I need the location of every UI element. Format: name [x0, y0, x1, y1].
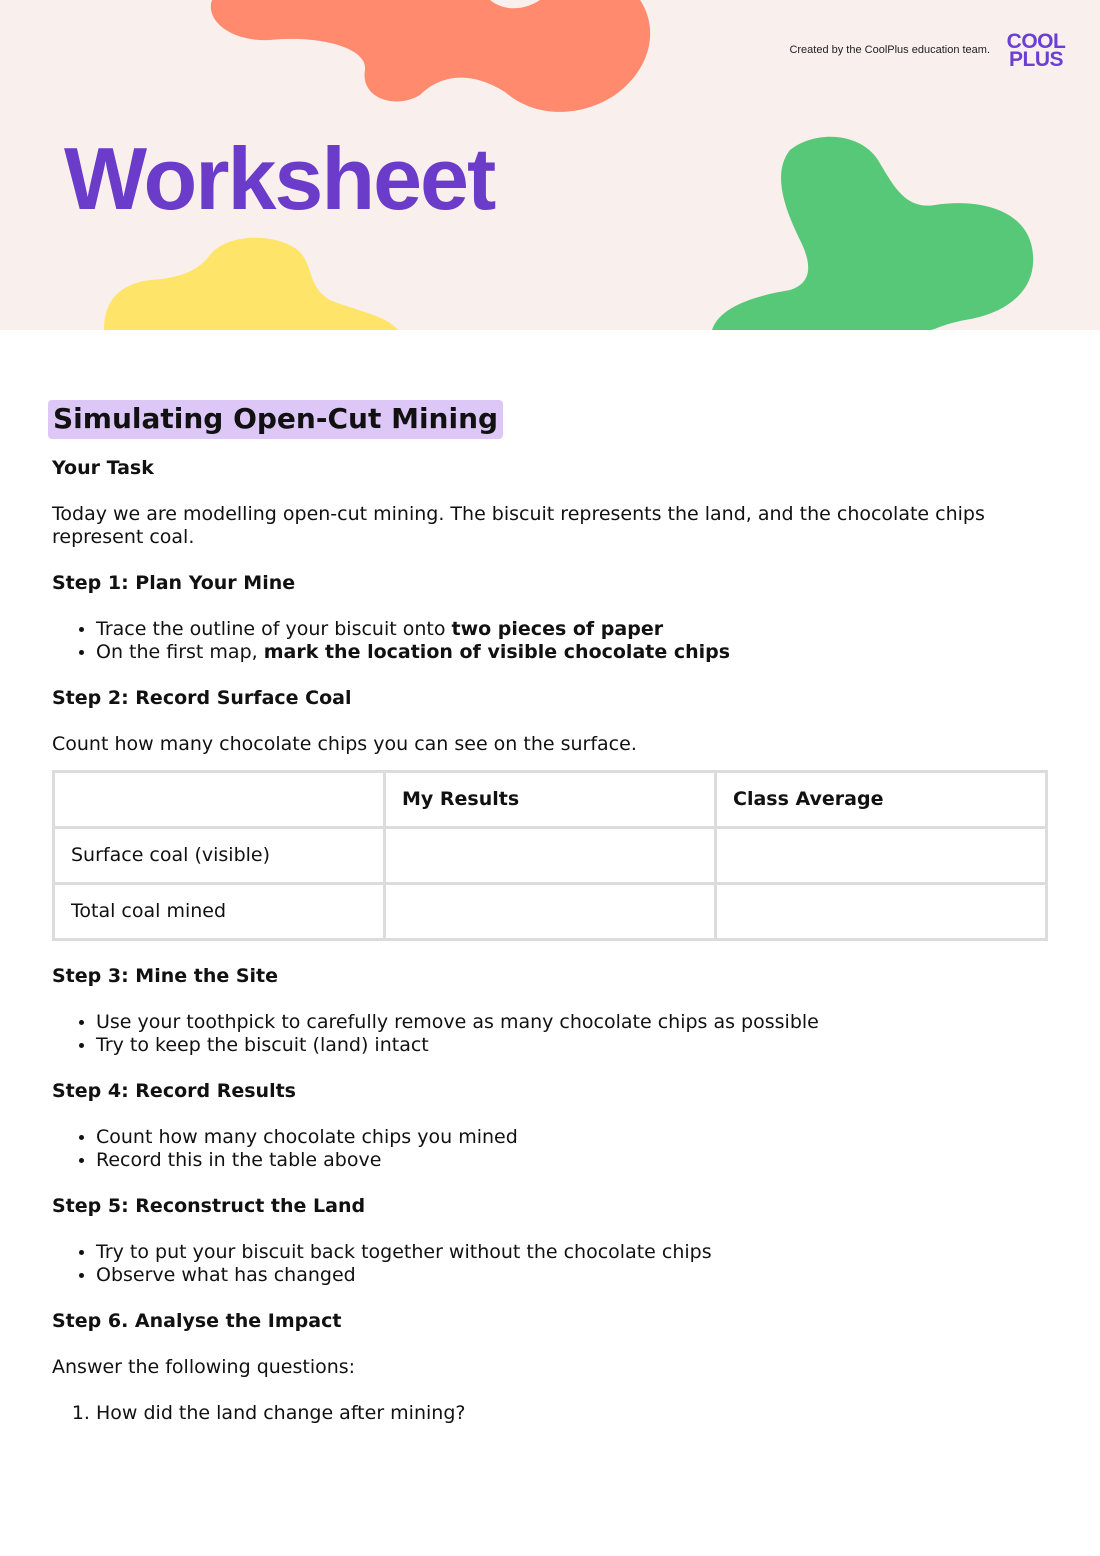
list-item: • Record this in the table above [96, 1149, 1048, 1172]
list-item-bold: two pieces of paper [451, 618, 664, 640]
step4-list [52, 1126, 1048, 1172]
questions-list [52, 1402, 1048, 1425]
list-item [96, 618, 1048, 641]
list-item: • Observe what has changed [96, 1264, 1048, 1287]
table-row [54, 884, 1047, 940]
step1-heading: Step 1: Plan Your Mine [52, 572, 296, 594]
header-banner [0, 0, 1100, 330]
results-table [52, 770, 1048, 941]
table-cell-input[interactable] [716, 828, 1047, 884]
orange-blob [211, 0, 650, 112]
table-cell: Total coal mined [54, 884, 385, 940]
list-item-text: Trace the outline of your biscuit onto [96, 618, 452, 640]
task-heading: Your Task [52, 457, 154, 479]
list-item: • Use your toothpick to carefully remove as many chocolate chips as possible [96, 1011, 1048, 1034]
table-cell: Surface coal (visible) [54, 828, 385, 884]
worksheet-content [52, 400, 1048, 1448]
list-item-bold: mark the location of visible chocolate chips [263, 641, 731, 663]
table-row [54, 828, 1047, 884]
credit-text: Created by the CoolPlus education team. [789, 44, 990, 56]
logo-line-1: COOL [1006, 30, 1066, 53]
table-header-row [54, 772, 1047, 828]
list-item: • Count how many chocolate chips you mined [96, 1126, 1048, 1149]
table-cell-input[interactable] [385, 884, 716, 940]
yellow-blob [104, 238, 398, 330]
question-item: 1. How did the land change after mining? [96, 1402, 1048, 1425]
step6-heading: Step 6. Analyse the Impact [52, 1310, 342, 1332]
task-text: Today we are modelling open-cut mining. The biscuit represents the land, and the chocolate chips represent coal. [52, 503, 985, 548]
list-item: • Try to put your biscuit back together without the chocolate chips [96, 1241, 1048, 1264]
step6-text: Answer the following questions: [52, 1356, 356, 1378]
step3-heading: Step 3: Mine the Site [52, 965, 279, 987]
list-item [96, 641, 1048, 664]
step2-heading: Step 2: Record Surface Coal [52, 687, 352, 709]
table-header-cell [54, 772, 385, 828]
step1-list [52, 618, 1048, 664]
table-header-cell: My Results [385, 772, 716, 828]
step4-heading: Step 4: Record Results [52, 1080, 296, 1102]
table-cell-input[interactable] [385, 828, 716, 884]
list-item-text: On the first map, [96, 641, 264, 663]
step3-list [52, 1011, 1048, 1057]
step5-heading: Step 5: Reconstruct the Land [52, 1195, 366, 1217]
list-item: • Try to keep the biscuit (land) intact [96, 1034, 1048, 1057]
table-header-cell: Class Average [716, 772, 1047, 828]
section-title: Simulating Open-Cut Mining [48, 400, 503, 439]
step2-text: Count how many chocolate chips you can see on the surface. [52, 733, 637, 755]
coolplus-logo [1003, 30, 1069, 71]
table-cell-input[interactable] [716, 884, 1047, 940]
green-blob [712, 137, 1033, 330]
step5-list [52, 1241, 1048, 1287]
logo-line-2: PLUS [1008, 48, 1063, 71]
page-title: Worksheet [64, 129, 495, 228]
